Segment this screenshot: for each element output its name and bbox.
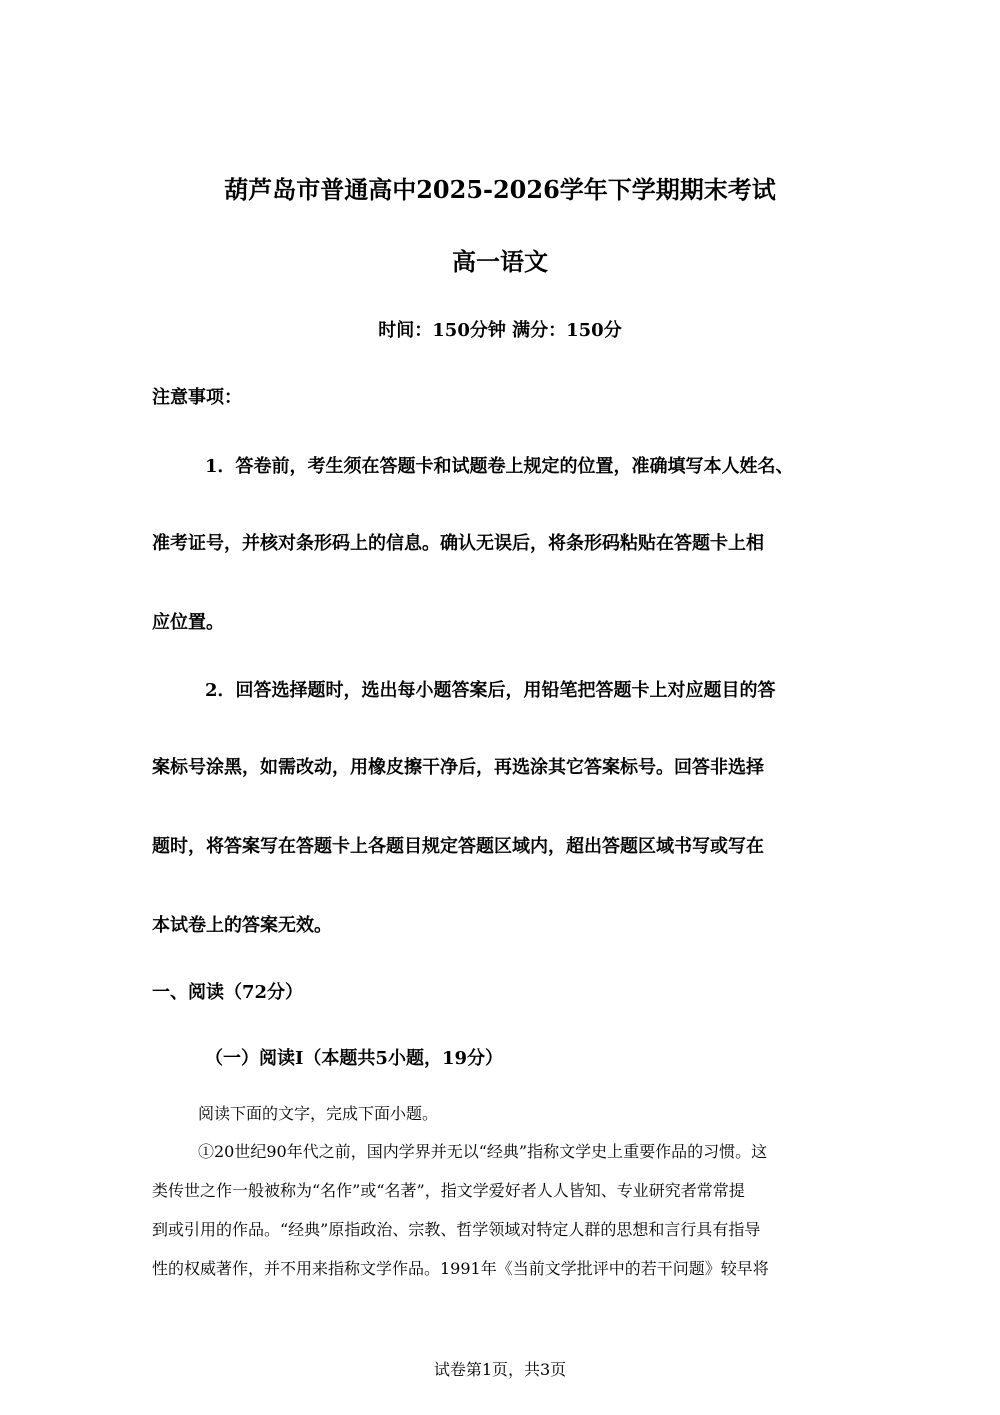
notice-line: 应位置。 <box>152 612 224 633</box>
notice-heading: 注意事项： <box>152 387 242 408</box>
notice-line: 本试卷上的答案无效。 <box>152 915 332 936</box>
notice-line: 1．答卷前，考生须在答题卡和试题卷上规定的位置，准确填写本人姓名、 <box>205 456 794 477</box>
notice-line: 题时，将答案写在答题卡上各题目规定答题区域内，超出答题区域书写或写在 <box>152 836 764 857</box>
section-heading: 一、阅读（72分） <box>152 982 304 1003</box>
notice-line: 案标号涂黑，如需改动，用橡皮擦干净后，再选涂其它答案标号。回答非选择 <box>152 757 764 778</box>
exam-title: 葫芦岛市普通高中2025-2026学年下学期期末考试 <box>224 175 776 204</box>
passage-line: ①20世纪90年代之前，国内学界并无以“经典”指称文学史上重要作品的习惯。这 <box>198 1142 768 1161</box>
notice-line: 准考证号，并核对条形码上的信息。确认无误后，将条形码粘贴在答题卡上相 <box>152 533 764 554</box>
passage-line: 到或引用的作品。“经典”原指政治、宗教、哲学领域对特定人群的思想和言行具有指导 <box>152 1220 761 1239</box>
notice-line: 2．回答选择题时，选出每小题答案后，用铅笔把答题卡上对应题目的答 <box>205 680 776 701</box>
section-subheading: （一）阅读Ⅰ（本题共5小题，19分） <box>205 1048 503 1069</box>
exam-subject: 高一语文 <box>452 247 548 276</box>
page-footer: 试卷第1页，共3页 <box>433 1360 567 1379</box>
passage-instruction: 阅读下面的文字，完成下面小题。 <box>198 1104 439 1123</box>
exam-meta: 时间：150分钟 满分：150分 <box>378 320 622 341</box>
passage-line: 类传世之作一般被称为“名作”或“名著”，指文学爱好者人人皆知、专业研究者常常提 <box>152 1181 745 1200</box>
passage-line: 性的权威著作，并不用来指称文学作品。1991年《当前文学批评中的若干问题》较早将 <box>152 1259 769 1278</box>
